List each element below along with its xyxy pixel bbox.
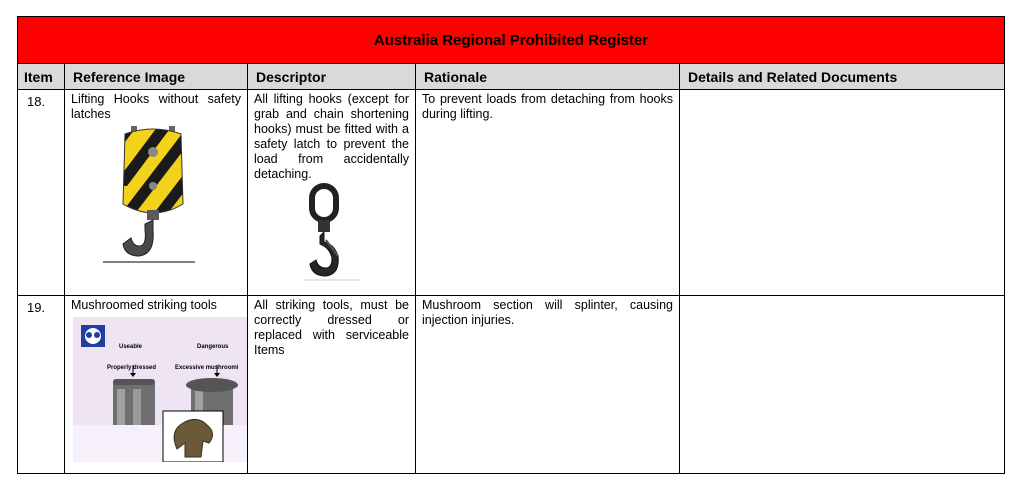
column-header-item: Item [18,64,65,90]
prohibited-register-table [17,16,1005,474]
rationale-text: To prevent loads from detaching from hooks during lifting. [422,92,673,121]
rationale-cell [416,90,680,296]
properly-dressed-label: Properly dressed [107,365,157,371]
descriptor-text: All striking tools, must be correctly dressed or replaced with serviceable Items [254,298,409,357]
details-cell [680,90,1005,296]
register-table-frame [17,16,1004,474]
item-number-cell [18,90,65,296]
reference-image-cell [65,90,248,296]
item-number: 19. [27,300,46,315]
useable-label: Useable [119,344,143,350]
swivel-hook-image [304,182,415,282]
rationale-cell [416,296,680,474]
column-header-details: Details and Related Documents [680,64,1005,90]
excessive-mushrooming-label: Excessive mushroomi [175,365,239,371]
dangerous-label: Dangerous [197,344,229,350]
reference-image-cell [65,296,248,474]
details-text [680,90,1004,92]
table-row [18,90,1005,296]
descriptor-cell [248,90,416,296]
descriptor-text: All lifting hooks (except for grab and chain shortening hooks) must be fitted with a safety latch to prevent the load from accidentally detaching. [254,92,409,181]
reference-image-caption: Lifting Hooks without safety latches [71,92,241,121]
item-number-cell [18,296,65,474]
rationale-text: Mushroom section will splinter, causing injection injuries. [422,298,673,327]
descriptor-cell [248,296,416,474]
column-header-rationale: Rationale [416,64,680,90]
column-header-reference-image: Reference Image [65,64,248,90]
header-row [18,64,1005,90]
details-cell [680,296,1005,474]
item-number: 18. [27,94,46,109]
register-title: Australia Regional Prohibited Register [18,17,1005,64]
title-row [18,17,1005,64]
crane-hook-image [103,126,247,266]
details-text [680,296,1004,298]
table-row [18,296,1005,474]
column-header-descriptor: Descriptor [248,64,416,90]
mushroomed-tools-image [73,317,247,462]
reference-image-caption: Mushroomed striking tools [71,298,217,312]
